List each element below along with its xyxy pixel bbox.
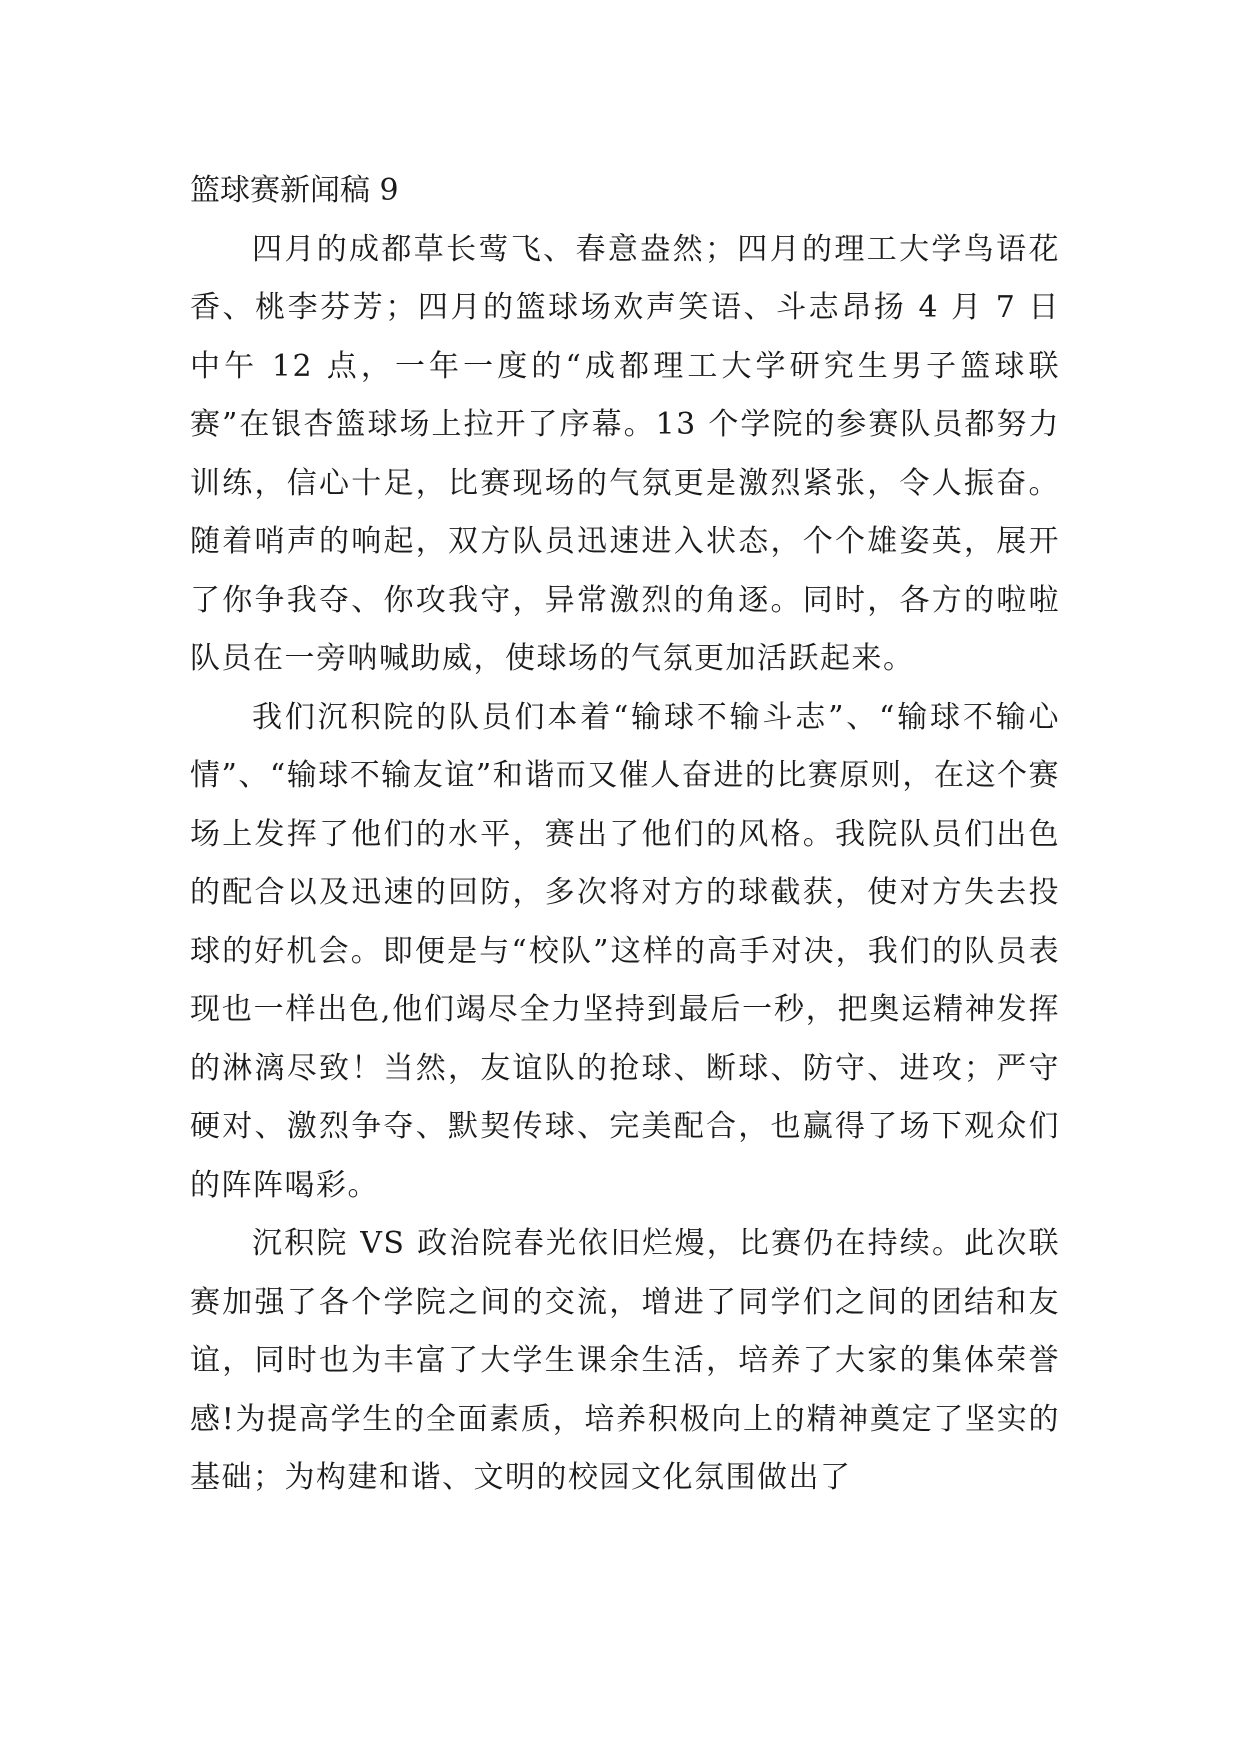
paragraph-2: 我们沉积院的队员们本着“输球不输斗志”、“输球不输心情”、“输球不输友谊”和谐而又催人奋进的比赛原则，在这个赛场上发挥了他们的水平，赛出了他们的风格。我院队员们出色的配合以及迅速的回防，多次将对方的球截获，使对方失去投球的好机会。即便是与“校队”这样的高手对决，我们的队员表现也一样出色,他们竭尽全力坚持到最后一秒，把奥运精神发挥的淋漓尽致！当然，友谊队的抢球、断球、防守、进攻；严守硬对、激烈争夺、默契传球、完美配合，也赢得了场下观众们的阵阵喝彩。 xyxy=(190,699,1060,1203)
document-body xyxy=(190,162,1060,1508)
paragraph-3: 沉积院 VS 政治院春光依旧烂熳，比赛仍在持续。此次联赛加强了各个学院之间的交流，增进了同学们之间的团结和友谊，同时也为丰富了大学生课余生活，培养了大家的集体荣誉感!为提高学生的全面素质，培养积极向上的精神奠定了坚实的基础；为构建和谐、文明的校园文化氛围做出了 xyxy=(190,1226,1060,1495)
paragraph-1: 四月的成都草长莺飞、春意盎然；四月的理工大学鸟语花香、桃李芬芳；四月的篮球场欢声笑语、斗志昂扬 4 月 7 日中午 12 点，一年一度的“成都理工大学研究生男子篮球联赛”在银杏篮球场上拉开了序幕。13 个学院的参赛队员都努力训练，信心十足，比赛现场的气氛更是激烈紧张，令人振奋。随着哨声的响起，双方队员迅速进入状态，个个雄姿英，展开了你争我夺、你攻我守，异常激烈的角逐。同时，各方的啦啦队员在一旁呐喊助威，使球场的气氛更加活跃起来。 xyxy=(190,231,1060,676)
document-title: 篮球赛新闻稿 9 xyxy=(190,173,399,208)
